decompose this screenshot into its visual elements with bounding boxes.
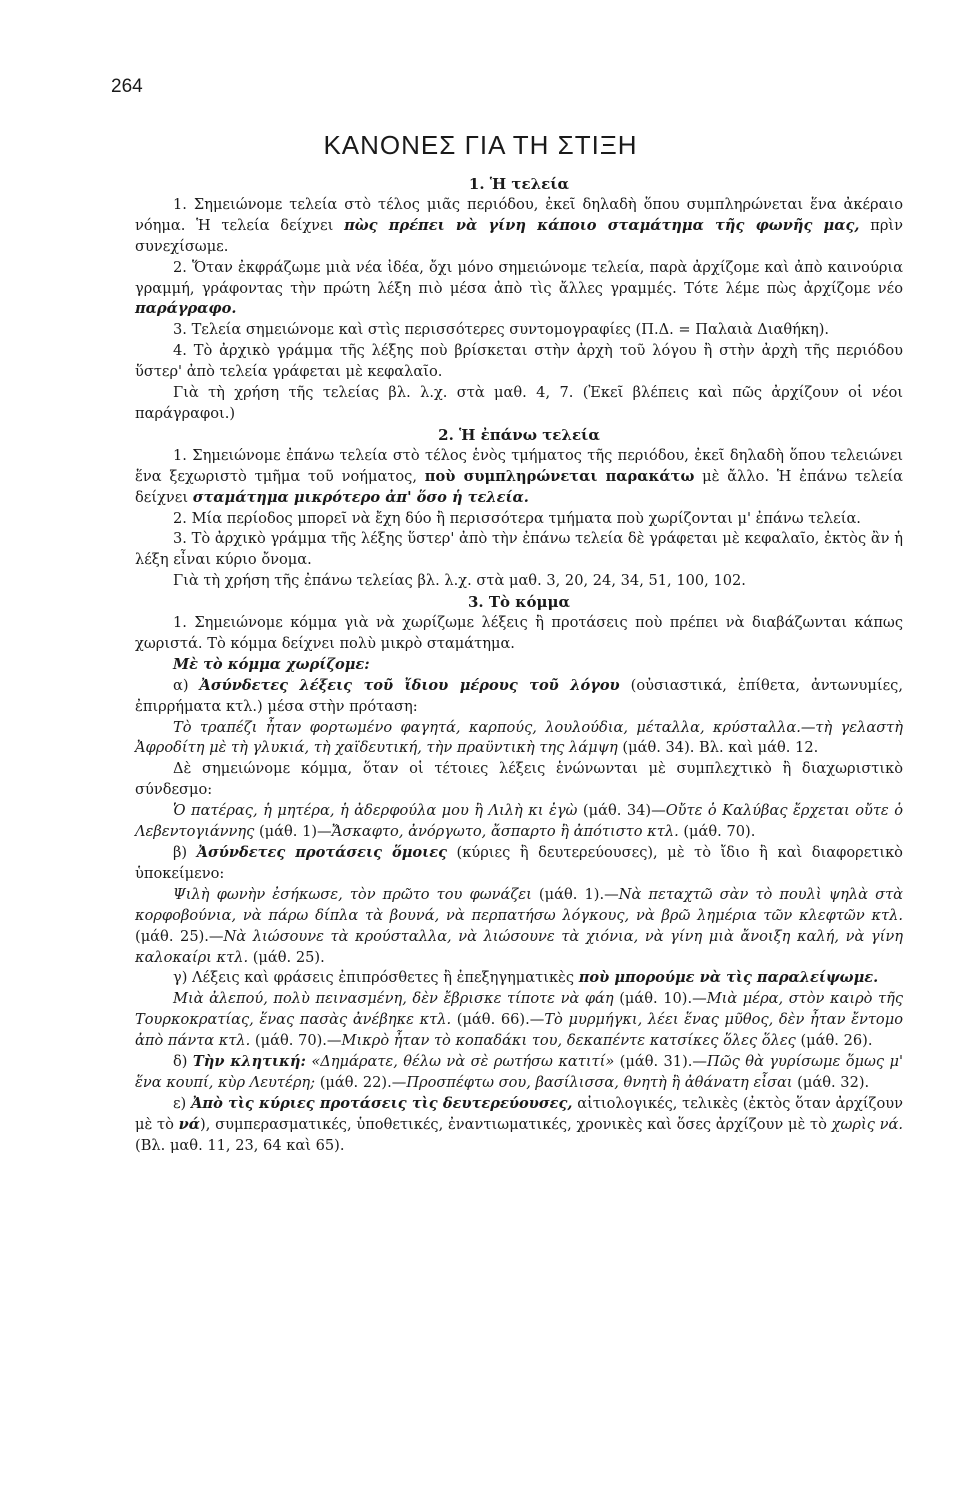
example: Ψιλὴ φωνὴν ἐσήκωσε, τὸν πρῶτο του φωνάζει (μάθ. 1).—Νὰ πεταχτῶ σὰν τὸ πουλὶ ψηλὰ στὰ κορφοβούνια, νὰ πάρω δίπλα τὰ βουνά, νὰ περπατήσω λόγκους, νὰ βρῶ λημέρια τῶν κλεφτῶν κτλ. (μάθ. 25).—Νὰ λιώσουνε τὰ κρούσταλλα, νὰ λιώσουνε τὰ χιόνια, νὰ γίνη μιὰ ἄνοιξη καλή, νὰ γίνη καλοκαίρι κτλ. (μάθ. 25). <box>135 885 903 966</box>
page-title: ΚΑΝΟΝΕΣ ΓΙΑ ΤΗ ΣΤΙΞΗ <box>323 130 638 160</box>
paragraph: Γιὰ τὴ χρήση τῆς τελείας βλ. λ.χ. στὰ μαθ. 4, 7. (Ἐκεῖ βλέπεις καὶ πῶς ἀρχίζουν οἱ νέοι παράγραφοι.) <box>135 384 903 422</box>
paragraph: 4. Τὸ ἀρχικὸ γράμμα τῆς λέξης ποὺ βρίσκεται στὴν ἀρχὴ τοῦ λόγου ἢ στὴν ἀρχὴ τῆς περιόδου ὕστερ' ἀπὸ τελεία γράφεται μὲ κεφαλαῖο. <box>135 342 903 381</box>
paragraph: 2. Μία περίοδος μπορεῖ νὰ ἔχη δύο ἢ περισσότερα τμήματα ποὺ χωρίζονται μ' ἐπάνω τελεία. <box>173 509 861 527</box>
example: Μιὰ ἀλεπού, πολὺ πεινασμένη, δὲν ἔβρισκε τίποτε νὰ φάη (μάθ. 10).—Μιὰ μέρα, στὸν καιρὸ τῆς Τουρκοκρατίας, ἕνας πασὰς ἀνέβηκε κτλ. (μάθ. 66).—Τὸ μυρμήγκι, λέει ἕνας μῦθος, δὲν ἦταν ἔντομο ἀπὸ πάντα κτλ. (μάθ. 70).—Μικρὸ ἦταν τὸ κοπαδάκι του, δεκαπέντε κατσίκες ὅλες ὅλες (μάθ. 26). <box>135 990 903 1050</box>
rule-c: γ) Λέξεις καὶ φράσεις ἐπιπρόσθετες ἢ ἐπεξηγηματικὲς ποὺ μπορούμε νὰ τὶς παραλείψωμε. <box>173 969 879 987</box>
rule-b: β) Ἀσύνδετες προτάσεις ὅμοιες (κύριες ἢ δευτερεύουσες), μὲ τὸ ἴδιο ἢ καὶ διαφορετικὸ ὑποκείμενο: <box>135 844 903 882</box>
body-text <box>135 174 903 1157</box>
paragraph: Δὲ σημειώνομε κόμμα, ὅταν οἱ τέτοιες λέξεις ἑνώνωνται μὲ συμπλεχτικὸ ἢ διαχωριστικὸ σύνδεσμο: <box>135 760 903 799</box>
section-heading-period: 1. Ἡ τελεία <box>468 175 570 193</box>
example: Τὸ τραπέζι ἦταν φορτωμένο φαγητά, καρπούς, λουλούδια, μέταλλα, κρύσταλλα.—τὴ γελαστὴ Ἀφροδίτη μὲ τὴ γλυκιά, τὴ χαϊδευτική, τὴν πραϋντικὴ της λάμψη (μάθ. 34). Βλ. καὶ μάθ. 12. <box>135 718 903 757</box>
rule-e: ε) Ἀπὸ τὶς κύριες προτάσεις τὶς δευτερεύουσες, αἰτιολογικές, τελικὲς (ἐκτὸς ὅταν ἀρχίζουν μὲ τὸ νά), συμπερασματικές, ὑποθετικές, ἐναντιωματικές, χρονικὲς καὶ ὅσες ἀρχίζουν μὲ τὸ χωρὶς νά. (Βλ. μαθ. 11, 23, 64 καὶ 65). <box>135 1094 903 1154</box>
section-heading-semicolon: 2. Ἡ ἐπάνω τελεία <box>438 425 600 444</box>
paragraph: 3. Τελεία σημειώνομε καὶ στὶς περισσότερες συντομογραφίες (Π.Δ. = Παλαιὰ Διαθήκη). <box>173 321 830 339</box>
paragraph: 3. Τὸ ἀρχικὸ γράμμα τῆς λέξης ὕστερ' ἀπὸ τὴν ἐπάνω τελεία δὲ γράφεται μὲ κεφαλαῖο, ἐκτὸς ἂν ἡ λέξη εἶναι κύριο ὄνομα. <box>135 530 903 569</box>
example: Ὁ πατέρας, ἡ μητέρα, ἡ ἀδερφούλα μου ἢ Λιλὴ κι ἐγὼ (μάθ. 34)—Οὔτε ὁ Καλύβας ἔρχεται οὔτε ὁ Λεβεντογιάννης (μάθ. 1)—Ἄσκαφτο, ἀνόργωτο, ἄσπαρτο ἢ ἀπότιστο κτλ. (μάθ. 70). <box>135 802 904 841</box>
rule-a: α) Ἀσύνδετες λέξεις τοῦ ἴδιου μέρους τοῦ λόγου (οὐσιαστικά, ἐπίθετα, ἀντωνυμίες, ἐπιρρήματα κτλ.) μέσα στὴν πρόταση: <box>135 676 903 715</box>
paragraph: 1. Σημειώνομε τελεία στὸ τέλος μιᾶς περιόδου, ἐκεῖ δηλαδὴ ὅπου συμπληρώνεται ἕνα ἀκέραιο νόημα. Ἡ τελεία δείχνει πὼς πρέπει νὰ γίνη κάποιο σταμάτημα τῆς φωνῆς μας, πρὶν συνεχίσωμε. <box>135 195 903 255</box>
rule-d: δ) Τὴν κλητική: «Δημάρατε, θέλω νὰ σὲ ρωτήσω κατιτί» (μάθ. 31).—Πῶς θὰ γυρίσωμε ὅμως μ' ἕνα κουπί, κὺρ Λευτέρη; (μάθ. 22).—Προσπέφτω σου, βασίλισσα, θνητὴ ἢ ἀθάνατη εἶσαι (μάθ. 32). <box>135 1053 903 1091</box>
section-heading-comma: 3. Τὸ κόμμα <box>467 593 571 612</box>
subheading: Μὲ τὸ κόμμα χωρίζομε: <box>173 655 370 673</box>
page-number: 264 <box>111 76 143 97</box>
paragraph: Γιὰ τὴ χρήση τῆς ἐπάνω τελείας βλ. λ.χ. στὰ μαθ. 3, 20, 24, 34, 51, 100, 102. <box>173 572 746 590</box>
paragraph: 1. Σημειώνομε κόμμα γιὰ νὰ χωρίζωμε λέξεις ἢ προτάσεις ποὺ πρέπει νὰ διαβάζωνται κάπως χωριστά. Τὸ κόμμα δείχνει πολὺ μικρὸ σταμάτημα. <box>135 614 903 652</box>
paragraph: 1. Σημειώνομε ἐπάνω τελεία στὸ τέλος ἑνὸς τμήματος τῆς περιόδου, ἐκεῖ δηλαδὴ ὅπου τελειώνει ἕνα ξεχωριστὸ τμῆμα τοῦ νοήματος, ποὺ συμπληρώνεται παρακάτω μὲ ἄλλο. Ἡ ἐπάνω τελεία δείχνει σταμάτημα μικρότερο ἀπ' ὅσο ἡ τελεία. <box>135 446 903 506</box>
paragraph: 2. Ὅταν ἐκφράζωμε μιὰ νέα ἰδέα, ὄχι μόνο σημειώνομε τελεία, παρὰ ἀρχίζομε καὶ ἀπὸ καινούρια γραμμή, γράφοντας τὴν πρώτη λέξη πιὸ μέσα ἀπὸ τὶς ἄλλες γραμμές. Τότε λέμε πὼς ἀρχίζομε νέο παράγραφο. <box>135 258 903 318</box>
